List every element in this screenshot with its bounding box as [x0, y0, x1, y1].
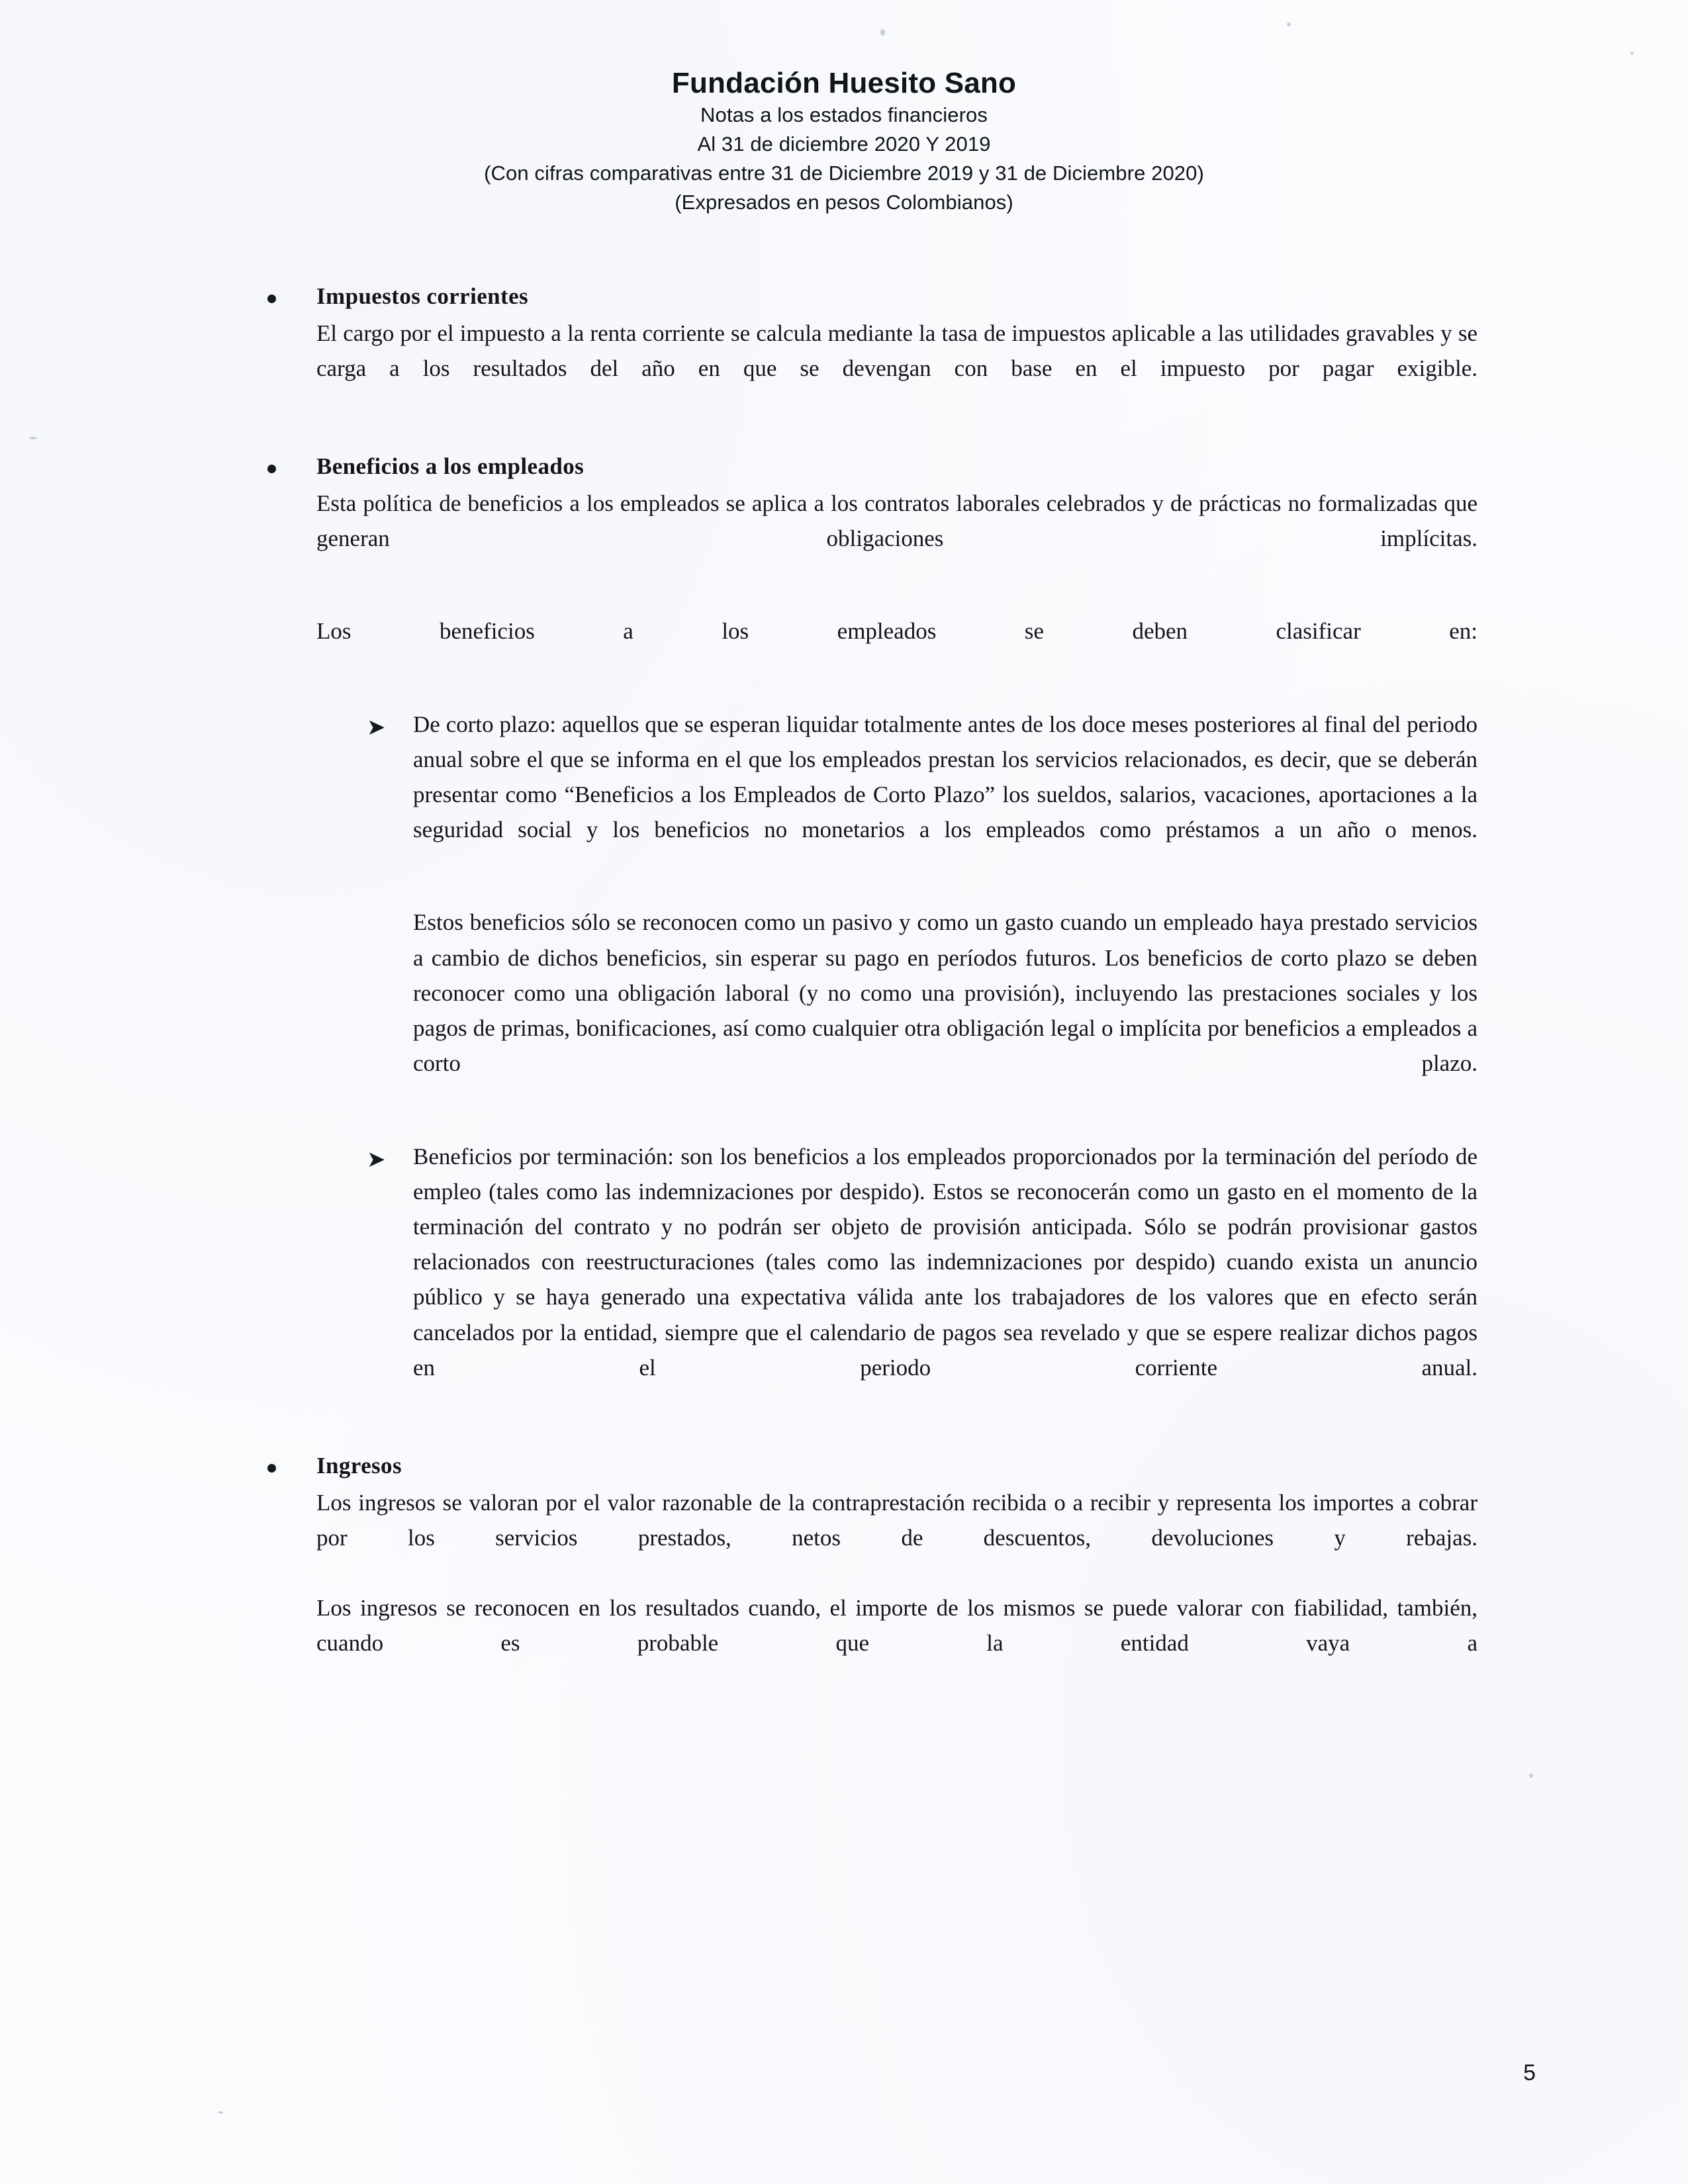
document-header — [0, 66, 1688, 217]
bullet-heading-row — [259, 451, 1477, 482]
arrow-bullet-icon: ➤ — [367, 713, 386, 741]
section-impuestos-corrientes — [259, 281, 1477, 421]
sub-bullet-paragraph-2: Estos beneficios sólo se reconocen como un pasivo y como un gasto cuando un empleado haya prestado servicios a cambio de dichos beneficios, sin esperar su pago en períodos futuros. Los beneficios de corto plazo se deben reconocer como una obligación laboral (y no como una provisión), incluyendo las prestaciones sociales y los pagos de primas, bonificaciones, así como cualquier otra obligación legal o implícita por beneficios a empleados a corto plazo. — [413, 909, 1477, 1077]
header-subtitle-line-4: (Expresados en pesos Colombianos) — [675, 190, 1013, 214]
paragraph-spacer — [259, 1116, 1477, 1139]
scan-speck — [29, 437, 37, 439]
sub-bullet-beneficios-terminacion — [259, 1139, 1477, 1421]
round-bullet-icon — [267, 465, 276, 473]
header-subtitle-line-2: Al 31 de diciembre 2020 Y 2019 — [697, 132, 991, 156]
section-heading-beneficios-empleados: Beneficios a los empleados — [316, 453, 585, 480]
paragraph-ingresos-1: Los ingresos se valoran por el valor razonable de la contraprestación recibida o a recibir y representa los importes a cobrar por los servicios prestados, netos de descuentos, devoluciones y rebajas. — [316, 1489, 1477, 1551]
scan-speck — [218, 2111, 223, 2114]
header-subtitle-line-3: (Con cifras comparativas entre 31 de Diciembre 2019 y 31 de Diciembre 2020) — [484, 161, 1204, 185]
scan-speck — [1529, 1774, 1533, 1778]
header-subtitle-line-1: Notas a los estados financieros — [700, 103, 988, 126]
paragraph-spacer — [259, 684, 1477, 707]
page-title: Fundación Huesito Sano — [671, 67, 1017, 99]
sub-bullet-paragraph-1: De corto plazo: aquellos que se esperan liquidar totalmente antes de los doce meses posteriores al final del periodo anual sobre el que se informa en el que los empleados prestan los servicios relacionados, es decir, que se deberán presentar como “Beneficios a los Empleados de Corto Plazo” los sueldos, salarios, vacaciones, aportaciones a la seguridad social y los beneficios no monetarios a los empleados como préstamos a un año o menos. — [413, 711, 1477, 843]
paragraph-impuestos-corrientes: El cargo por el impuesto a la renta corriente se calcula mediante la tasa de impuestos aplicable a las utilidades gravables y se carga a los resultados del año en que se devengan con base en el impuesto por pagar exigible. — [316, 320, 1477, 381]
section-heading-ingresos: Ingresos — [316, 1453, 402, 1479]
paragraph-ingresos-2: Los ingresos se reconocen en los resultados cuando, el importe de los mismos se puede valorar con fiabilidad, también, cuando es probable que la entidad vaya a — [316, 1595, 1477, 1657]
bullet-heading-row — [259, 1451, 1477, 1481]
section-ingresos — [259, 1451, 1477, 1696]
sub-bullet-paragraph-1: Beneficios por terminación: son los beneficios a los empleados proporcionados por la terminación del período de empleo (tales como las indemnizaciones por despido). Estos se reconocerán como un gasto en el momento de la terminación del contrato y no podrán ser objeto de provisión anticipada. Sólo se podrán provisionar gastos relacionados con reestructuraciones (tales como las indemnizaciones por despido) cuando exista un anuncio público y se haya generado una expectativa válida ante los trabajadores de los valores que en efecto serán cancelados por la entidad, siempre que el calendario de pagos sea revelado y que se espere realizar dichos pagos en el periodo corriente anual. — [413, 1143, 1477, 1381]
sub-bullet-de-corto-plazo — [259, 707, 1477, 883]
paragraph-spacer — [259, 591, 1477, 614]
paragraph-spacer — [259, 882, 1477, 905]
paragraph-beneficios-empleados-1: Esta política de beneficios a los empleados se aplica a los contratos laborales celebrados y de prácticas no formalizadas que generan obligaciones implícitas. — [316, 490, 1477, 551]
round-bullet-icon — [267, 1464, 276, 1473]
bullet-heading-row — [259, 281, 1477, 312]
section-spacer — [259, 421, 1477, 451]
scan-speck — [880, 29, 885, 36]
page-number: 5 — [1523, 2060, 1536, 2085]
round-bullet-icon — [267, 295, 276, 303]
paragraph-beneficios-empleados-2: Los beneficios a los empleados se deben clasificar en: — [316, 618, 1477, 645]
document-body — [259, 281, 1477, 1696]
scan-speck — [1287, 23, 1291, 26]
section-spacer — [259, 1420, 1477, 1451]
section-heading-impuestos-corrientes: Impuestos corrientes — [316, 283, 529, 309]
section-beneficios-empleados — [259, 451, 1477, 1420]
arrow-bullet-icon: ➤ — [367, 1146, 386, 1173]
scan-speck — [1630, 52, 1634, 55]
